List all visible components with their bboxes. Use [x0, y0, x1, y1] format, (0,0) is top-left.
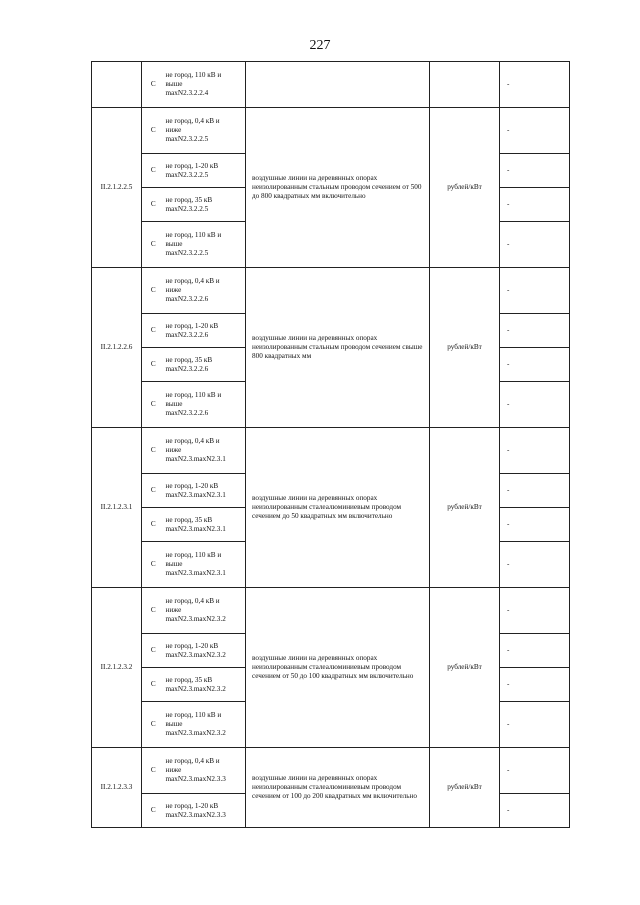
category-letter: С [142, 588, 165, 634]
voltage-description-line: maxN2.3.2.2.5 [165, 204, 209, 213]
value-cell: - [500, 474, 570, 508]
voltage-description-line: не город, 0,4 кВ и [165, 437, 220, 445]
voltage-description-line: не город, 110 кВ и [165, 71, 222, 79]
voltage-description-line: не город, 110 кВ и [165, 711, 222, 719]
voltage-description-cell [165, 508, 246, 542]
voltage-description-line: не город, 1-20 кВ [165, 641, 219, 650]
table-row [92, 428, 570, 474]
voltage-description-line: не город, 0,4 кВ и [165, 597, 220, 605]
voltage-description-cell [165, 474, 246, 508]
category-letter: С [142, 668, 165, 702]
unit-cell: рублей/кВт [430, 748, 500, 828]
voltage-description-cell [165, 108, 246, 154]
line-description: воздушные линии на деревянных опорах неизолированным сталеалюминиевым проводом сечением до 50 квадратных мм включительно [246, 428, 430, 588]
voltage-description-line: не город, 1-20 кВ [165, 481, 219, 490]
voltage-description-line: maxN2.3.2.2.6 [165, 330, 209, 339]
voltage-description-cell [165, 542, 246, 588]
voltage-description-line: выше [165, 240, 183, 248]
voltage-description-cell [165, 702, 246, 748]
voltage-description-line: не город, 0,4 кВ и [165, 757, 220, 765]
voltage-description-line: не город, 35 кВ [165, 675, 213, 684]
voltage-description-line: не город, 1-20 кВ [165, 321, 219, 330]
voltage-description-line: maxN2.3.2.2.5 [165, 170, 209, 179]
category-letter: С [142, 108, 165, 154]
tariff-table [91, 61, 570, 828]
voltage-description-line: maxN2.3.maxN2.3.2 [165, 650, 226, 659]
value-cell: - [500, 188, 570, 222]
voltage-description-cell [165, 588, 246, 634]
category-letter: С [142, 62, 165, 108]
unit-cell [430, 62, 500, 108]
line-description: воздушные линии на деревянных опорах неизолированным стальным проводом сечением от 500 до 800 квадратных мм включительно [246, 108, 430, 268]
voltage-description-cell [165, 348, 246, 382]
voltage-description-line: не город, 0,4 кВ и [165, 117, 220, 125]
value-cell: - [500, 382, 570, 428]
voltage-description-cell [165, 62, 246, 108]
group-code: II.2.1.2.3.2 [92, 588, 142, 748]
voltage-description-line: выше [165, 720, 183, 728]
category-letter: С [142, 508, 165, 542]
table-row [92, 588, 570, 634]
value-cell: - [500, 314, 570, 348]
value-cell: - [500, 748, 570, 794]
line-description: воздушные линии на деревянных опорах неизолированным сталеалюминиевым проводом сечением от 50 до 100 квадратных мм включительно [246, 588, 430, 748]
table-row [92, 748, 570, 794]
voltage-description-line: maxN2.3.2.2.6 [165, 295, 209, 303]
voltage-description-line: не город, 0,4 кВ и [165, 277, 220, 285]
voltage-description-line: выше [165, 400, 183, 408]
value-cell: - [500, 634, 570, 668]
table-row [92, 268, 570, 314]
voltage-description-cell [165, 668, 246, 702]
voltage-description-line: ниже [165, 126, 182, 134]
voltage-description-line: не город, 35 кВ [165, 515, 213, 524]
voltage-description-line: maxN2.3.maxN2.3.2 [165, 729, 226, 737]
page-number: 227 [309, 38, 331, 53]
category-letter: С [142, 188, 165, 222]
voltage-description-line: maxN2.3.maxN2.3.1 [165, 524, 226, 533]
voltage-description-line: выше [165, 560, 183, 568]
unit-cell: рублей/кВт [430, 428, 500, 588]
code-cell [92, 62, 142, 108]
voltage-description-line: maxN2.3.maxN2.3.2 [165, 684, 226, 693]
voltage-description-line: maxN2.3.2.2.5 [165, 135, 209, 143]
line-description: воздушные линии на деревянных опорах неизолированным сталеалюминиевым проводом сечением от 100 до 200 квадратных мм включительно [246, 748, 430, 828]
voltage-description-line: ниже [165, 446, 182, 454]
value-cell: - [500, 794, 570, 828]
voltage-description-line: maxN2.3.maxN2.3.3 [165, 775, 226, 783]
value-cell: - [500, 62, 570, 108]
value-cell: - [500, 668, 570, 702]
voltage-description-line: maxN2.3.maxN2.3.2 [165, 615, 226, 623]
voltage-description-line: не город, 35 кВ [165, 355, 213, 364]
voltage-description-cell [165, 188, 246, 222]
value-cell: - [500, 428, 570, 474]
voltage-description-line: maxN2.3.2.2.6 [165, 364, 209, 373]
category-letter: С [142, 382, 165, 428]
voltage-description-cell [165, 794, 246, 828]
voltage-description-line: не город, 35 кВ [165, 195, 213, 204]
category-letter: С [142, 794, 165, 828]
voltage-description-cell [165, 222, 246, 268]
voltage-description-line: maxN2.3.maxN2.3.1 [165, 455, 226, 463]
value-cell: - [500, 268, 570, 314]
voltage-description-line: не город, 110 кВ и [165, 551, 222, 559]
category-letter: С [142, 702, 165, 748]
category-letter: С [142, 154, 165, 188]
unit-cell: рублей/кВт [430, 108, 500, 268]
category-letter: С [142, 348, 165, 382]
voltage-description-cell [165, 428, 246, 474]
table-row [92, 108, 570, 154]
group-code: II.2.1.2.3.3 [92, 748, 142, 828]
voltage-description-line: maxN2.3.2.2.6 [165, 409, 209, 417]
category-letter: С [142, 634, 165, 668]
category-letter: С [142, 748, 165, 794]
value-cell: - [500, 154, 570, 188]
category-letter: С [142, 222, 165, 268]
voltage-description-cell [165, 382, 246, 428]
description-cell [246, 62, 430, 108]
voltage-description-cell [165, 314, 246, 348]
unit-cell: рублей/кВт [430, 588, 500, 748]
value-cell: - [500, 542, 570, 588]
unit-cell: рублей/кВт [430, 268, 500, 428]
table-row [92, 62, 570, 108]
voltage-description-line: ниже [165, 606, 182, 614]
group-code: II.2.1.2.2.6 [92, 268, 142, 428]
value-cell: - [500, 508, 570, 542]
voltage-description-cell [165, 268, 246, 314]
line-description: воздушные линии на деревянных опорах неизолированным стальным проводом сечением свыше 800 квадратных мм [246, 268, 430, 428]
value-cell: - [500, 702, 570, 748]
voltage-description-line: maxN2.3.2.2.5 [165, 249, 209, 257]
voltage-description-line: maxN2.3.maxN2.3.1 [165, 490, 226, 499]
voltage-description-line: ниже [165, 286, 182, 294]
value-cell: - [500, 588, 570, 634]
category-letter: С [142, 542, 165, 588]
voltage-description-line: не город, 110 кВ и [165, 231, 222, 239]
group-code: II.2.1.2.2.5 [92, 108, 142, 268]
value-cell: - [500, 222, 570, 268]
category-letter: С [142, 428, 165, 474]
voltage-description-line: не город, 1-20 кВ [165, 161, 219, 170]
voltage-description-cell [165, 748, 246, 794]
category-letter: С [142, 268, 165, 314]
voltage-description-line: maxN2.3.maxN2.3.3 [165, 810, 226, 819]
category-letter: С [142, 314, 165, 348]
voltage-description-line: выше [165, 80, 183, 88]
group-code: II.2.1.2.3.1 [92, 428, 142, 588]
voltage-description-line: ниже [165, 766, 182, 774]
value-cell: - [500, 348, 570, 382]
voltage-description-cell [165, 634, 246, 668]
voltage-description-line: не город, 110 кВ и [165, 391, 222, 399]
voltage-description-line: maxN2.3.maxN2.3.1 [165, 569, 226, 577]
voltage-description-cell [165, 154, 246, 188]
tariff-table-body [92, 62, 570, 828]
voltage-description-line: maxN2.3.2.2.4 [165, 89, 209, 97]
category-letter: С [142, 474, 165, 508]
value-cell: - [500, 108, 570, 154]
voltage-description-line: не город, 1-20 кВ [165, 801, 219, 810]
